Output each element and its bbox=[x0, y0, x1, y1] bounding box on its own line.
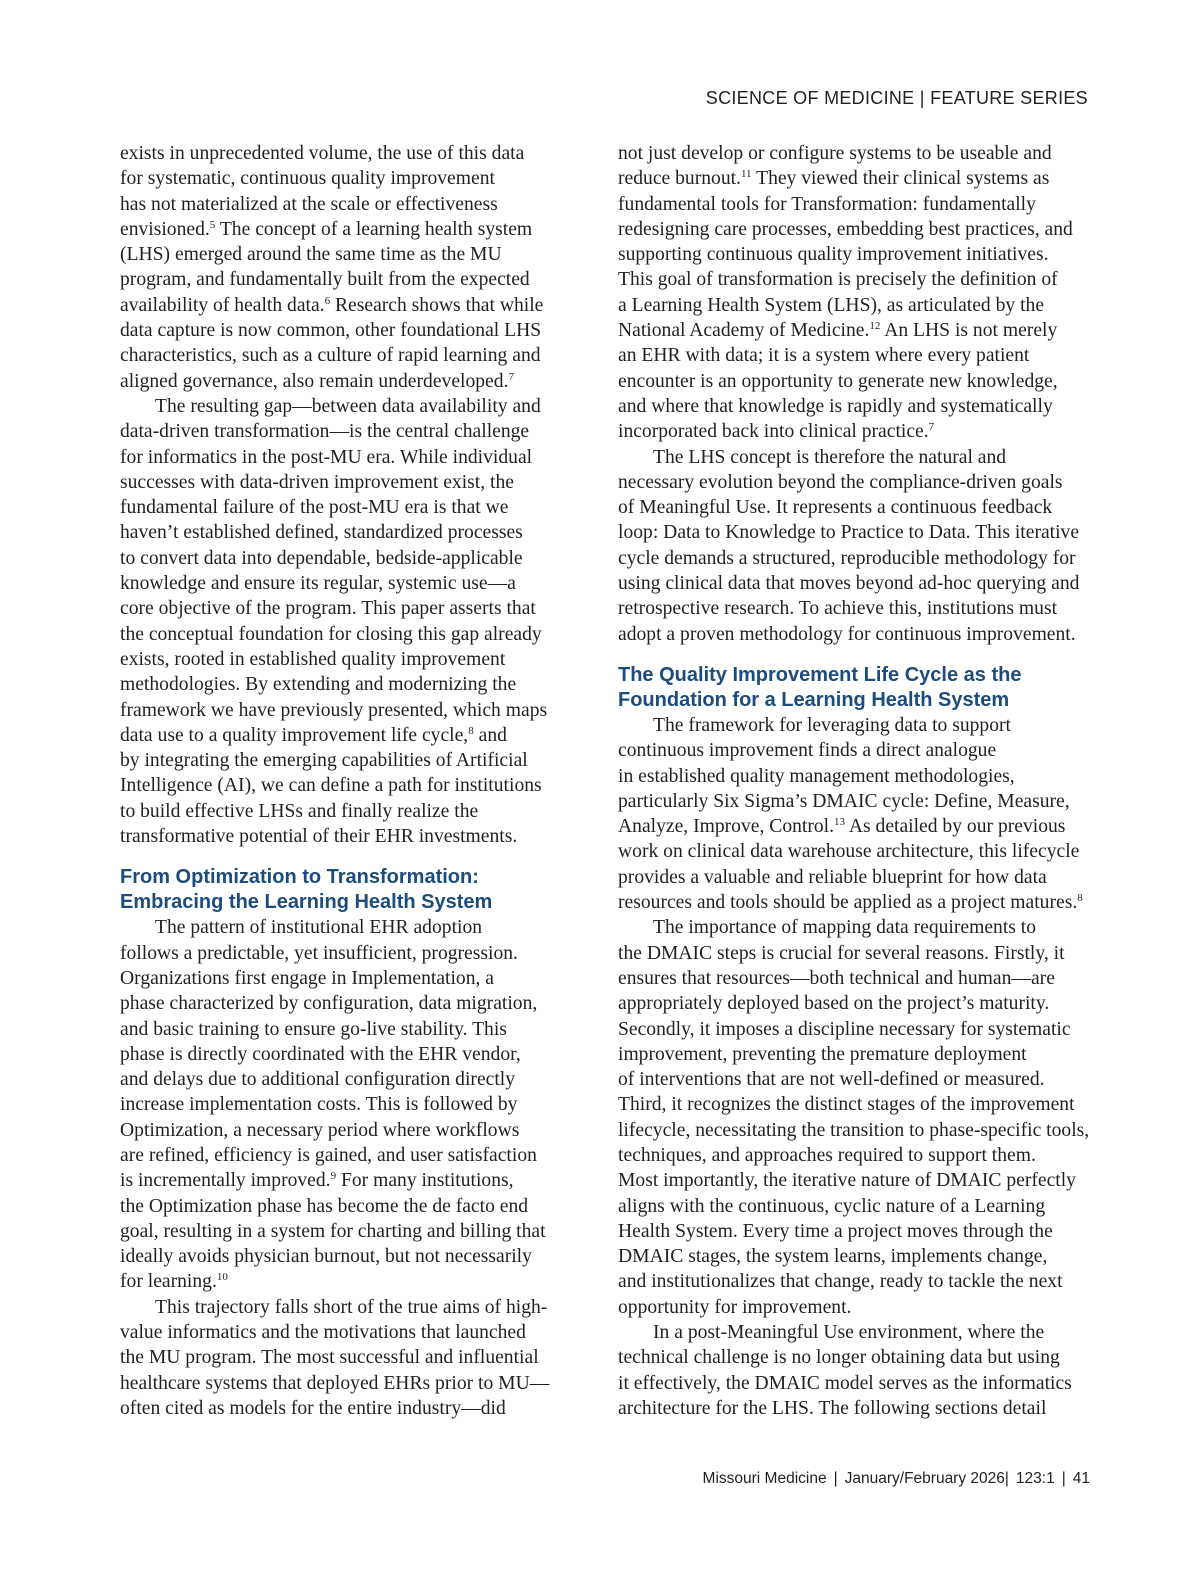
page-footer bbox=[703, 1470, 1090, 1488]
line-text: is incrementally improved. bbox=[120, 1170, 331, 1192]
body-text-line bbox=[120, 1168, 590, 1193]
citation-superscript: 11 bbox=[740, 168, 752, 181]
body-text-line: exists in unprecedented volume, the use of this data bbox=[120, 143, 525, 164]
body-text-line: lifecycle, necessitating the transition to phase-specific tools, bbox=[618, 1119, 1090, 1141]
body-text-line: the conceptual foundation for closing this gap already bbox=[120, 623, 542, 645]
left-column bbox=[120, 141, 590, 1421]
body-text-line: fundamental failure of the post-MU era is that we bbox=[120, 497, 509, 519]
body-text-line: and delays due to additional configuration directly bbox=[120, 1069, 516, 1091]
line-text: incorporated back into clinical practice. bbox=[618, 421, 929, 443]
body-text-line bbox=[120, 293, 590, 318]
body-text-line: successes with data-driven improvement exist, the bbox=[120, 471, 514, 493]
body-text-line: supporting continuous quality improvement initiatives. bbox=[618, 244, 1049, 266]
body-text-line: continuous improvement finds a direct analogue bbox=[618, 740, 997, 762]
section-heading: Embracing the Learning Health System bbox=[120, 891, 493, 914]
body-text-line: goal, resulting in a system for charting and billing that bbox=[120, 1220, 546, 1242]
body-text-line: Third, it recognizes the distinct stages of the improvement bbox=[618, 1094, 1075, 1116]
body-text-line: exists, rooted in established quality improvement bbox=[120, 648, 506, 670]
citation-superscript: 7 bbox=[508, 370, 514, 383]
body-text-line: by integrating the emerging capabilities of Artificial bbox=[120, 750, 528, 772]
line-text: for learning. bbox=[120, 1271, 217, 1293]
body-text-line: fundamental tools for Transformation: fundamentally bbox=[618, 193, 1036, 215]
body-text-line: redesigning care processes, embedding best practices, and bbox=[618, 218, 1073, 240]
body-text-line: architecture for the LHS. The following sections detail bbox=[618, 1397, 1047, 1419]
footer-separator: | bbox=[833, 1470, 838, 1487]
body-text-line: value informatics and the motivations that launched bbox=[120, 1322, 526, 1344]
body-text-line: Optimization, a necessary period where workflows bbox=[120, 1119, 520, 1141]
citation-superscript: 7 bbox=[928, 421, 935, 434]
body-text-line: the MU program. The most successful and influential bbox=[120, 1347, 539, 1369]
body-text-line: and institutionalizes that change, ready to tackle the next bbox=[618, 1271, 1063, 1293]
body-text-line: of interventions that are not well-defined or measured. bbox=[618, 1069, 1045, 1091]
body-text-line: This goal of transformation is precisely the definition of bbox=[618, 269, 1058, 291]
series-label: FEATURE SERIES bbox=[930, 88, 1088, 108]
body-text-line: in established quality management methodologies, bbox=[618, 765, 1015, 787]
line-text-continued: The concept of a learning health system bbox=[215, 218, 533, 240]
body-text-line: to build effective LHSs and finally realize the bbox=[120, 800, 479, 822]
footer-separator: | bbox=[1004, 1470, 1009, 1487]
body-text-line: This trajectory falls short of the true aims of high- bbox=[155, 1296, 548, 1318]
body-text-line: transformative potential of their EHR investments. bbox=[120, 826, 518, 848]
body-text-line: for informatics in the post-MU era. While individual bbox=[120, 446, 533, 468]
line-text: data use to a quality improvement life cycle, bbox=[120, 724, 469, 746]
body-text-line: follows a predictable, yet insufficient, progression. bbox=[120, 942, 518, 964]
body-text-line: Intelligence (AI), we can define a path for institutions bbox=[120, 775, 542, 797]
line-text-continued: For many institutions, bbox=[336, 1170, 514, 1192]
body-text-line: data-driven transformation—is the central challenge bbox=[120, 421, 530, 443]
body-text-line: adopt a proven methodology for continuous improvement. bbox=[618, 623, 1076, 645]
body-text-line: opportunity for improvement. bbox=[618, 1296, 852, 1318]
body-text-line: often cited as models for the entire industry—did bbox=[120, 1397, 506, 1419]
body-text-line: has not materialized at the scale or effectiveness bbox=[120, 193, 498, 215]
body-text-line bbox=[618, 814, 1120, 839]
body-text-line: Organizations first engage in Implementation, a bbox=[120, 967, 494, 989]
page-number: 41 bbox=[1072, 1470, 1090, 1487]
body-text-line: ideally avoids physician burnout, but not necessarily bbox=[120, 1246, 532, 1268]
line-text: National Academy of Medicine. bbox=[618, 320, 870, 342]
body-text-line: it effectively, the DMAIC model serves as the informatics bbox=[618, 1372, 1072, 1394]
body-text-line: appropriately deployed based on the project’s maturity. bbox=[618, 993, 1050, 1015]
body-text-line: The pattern of institutional EHR adoption bbox=[155, 917, 483, 939]
body-text-line: haven’t established defined, standardized processes bbox=[120, 522, 523, 544]
body-text-line: methodologies. By extending and modernizing the bbox=[120, 674, 517, 696]
section-label: SCIENCE OF MEDICINE bbox=[705, 88, 915, 108]
body-text-line: knowledge and ensure its regular, systemic use—a bbox=[120, 573, 516, 595]
body-text-line: loop: Data to Knowledge to Practice to Data. This iterative bbox=[618, 522, 1080, 544]
body-text-line: The importance of mapping data requirements to bbox=[653, 917, 1037, 939]
line-text: envisioned. bbox=[120, 218, 210, 240]
body-text-line: data capture is now common, other foundational LHS bbox=[120, 320, 542, 342]
body-text-line: The LHS concept is therefore the natural and bbox=[653, 446, 1007, 468]
line-text-continued: and bbox=[473, 724, 507, 746]
line-text-continued: Research shows that while bbox=[330, 294, 544, 316]
body-text-line: Secondly, it imposes a discipline necessary for systematic bbox=[618, 1018, 1071, 1040]
body-text-line: framework we have previously presented, which maps bbox=[120, 699, 548, 721]
body-text-line bbox=[120, 723, 590, 748]
body-text-line: work on clinical data warehouse architecture, this lifecycle bbox=[618, 841, 1080, 863]
line-text: resources and tools should be applied as a project matures. bbox=[618, 892, 1078, 914]
body-text-line: the DMAIC steps is crucial for several reasons. Firstly, it bbox=[618, 942, 1065, 964]
citation-superscript: 8 bbox=[468, 724, 474, 737]
line-text-continued: They viewed their clinical systems as bbox=[751, 168, 1050, 190]
body-text-line: increase implementation costs. This is followed by bbox=[120, 1094, 518, 1116]
running-head bbox=[706, 88, 1088, 109]
body-text-line: not just develop or configure systems to be useable and bbox=[618, 143, 1052, 164]
body-text-line bbox=[120, 1269, 590, 1294]
body-text-line: Health System. Every time a project moves through the bbox=[618, 1220, 1053, 1242]
body-text-line bbox=[618, 318, 1120, 343]
body-text-line: program, and fundamentally built from the expected bbox=[120, 269, 530, 291]
body-text-line: provides a valuable and reliable blueprint for how data bbox=[618, 866, 1047, 888]
body-text-line: improvement, preventing the premature deployment bbox=[618, 1043, 1027, 1065]
body-text-line: In a post-Meaningful Use environment, where the bbox=[653, 1322, 1045, 1344]
body-text-line: encounter is an opportunity to generate new knowledge, bbox=[618, 370, 1058, 392]
line-text-continued: As detailed by our previous bbox=[845, 816, 1066, 838]
line-text: availability of health data. bbox=[120, 294, 325, 316]
body-text-line: Most importantly, the iterative nature of DMAIC perfectly bbox=[618, 1170, 1076, 1192]
line-text-continued: An LHS is not merely bbox=[880, 320, 1058, 342]
body-text-line: aligns with the continuous, cyclic nature of a Learning bbox=[618, 1195, 1046, 1217]
body-text-line: particularly Six Sigma’s DMAIC cycle: Define, Measure, bbox=[618, 790, 1070, 812]
body-text-line: retrospective research. To achieve this, institutions must bbox=[618, 598, 1058, 620]
header-separator: | bbox=[919, 88, 925, 108]
citation-superscript: 10 bbox=[216, 1271, 228, 1284]
section-heading: Foundation for a Learning Health System bbox=[618, 688, 1010, 711]
footer-separator: | bbox=[1061, 1470, 1066, 1487]
section-heading: The Quality Improvement Life Cycle as the bbox=[618, 663, 1022, 686]
body-text-line: DMAIC stages, the system learns, implements change, bbox=[618, 1246, 1048, 1268]
citation-superscript: 6 bbox=[324, 294, 331, 307]
body-text-line: (LHS) emerged around the same time as the MU bbox=[120, 244, 502, 266]
section-heading: From Optimization to Transformation: bbox=[120, 866, 479, 889]
line-text: reduce burnout. bbox=[618, 168, 741, 190]
body-text-line: ensures that resources—both technical and human—are bbox=[618, 967, 1055, 989]
body-text-line: to convert data into dependable, bedside-applicable bbox=[120, 547, 523, 569]
body-text-line: for systematic, continuous quality improvement bbox=[120, 168, 495, 190]
citation-superscript: 9 bbox=[330, 1170, 337, 1183]
body-text-line: The resulting gap—between data availability and bbox=[155, 395, 541, 417]
citation-superscript: 12 bbox=[869, 320, 881, 333]
body-text-line: the Optimization phase has become the de facto end bbox=[120, 1195, 529, 1217]
body-text-line bbox=[120, 369, 590, 394]
body-text-line: and where that knowledge is rapidly and systematically bbox=[618, 395, 1053, 417]
body-text-line bbox=[618, 419, 1120, 444]
body-text-line: The framework for leveraging data to support bbox=[653, 714, 1011, 736]
right-column bbox=[618, 141, 1120, 1421]
citation-superscript: 8 bbox=[1077, 892, 1083, 905]
body-text-line bbox=[618, 166, 1120, 191]
body-text-line: characteristics, such as a culture of rapid learning and bbox=[120, 345, 541, 367]
body-text-line: a Learning Health System (LHS), as articulated by the bbox=[618, 294, 1045, 316]
body-text-line bbox=[120, 217, 590, 242]
body-text-line: techniques, and approaches required to support them. bbox=[618, 1144, 1036, 1166]
body-text-line: healthcare systems that deployed EHRs prior to MU— bbox=[120, 1372, 550, 1394]
body-text-line: phase is directly coordinated with the EHR vendor, bbox=[120, 1043, 521, 1065]
body-text-line: an EHR with data; it is a system where every patient bbox=[618, 345, 1030, 367]
line-text: Analyze, Improve, Control. bbox=[618, 816, 835, 838]
body-text-line: phase characterized by configuration, data migration, bbox=[120, 993, 538, 1015]
body-text-line: using clinical data that moves beyond ad-hoc querying and bbox=[618, 573, 1080, 595]
issue-date: January/February 2026 bbox=[844, 1470, 1005, 1487]
citation-superscript: 13 bbox=[834, 816, 846, 829]
body-text-line: and basic training to ensure go-live stability. This bbox=[120, 1018, 507, 1040]
citation-superscript: 5 bbox=[209, 218, 216, 231]
line-text: aligned governance, also remain underdeveloped. bbox=[120, 370, 509, 392]
body-text-line bbox=[618, 890, 1120, 915]
body-text-line: cycle demands a structured, reproducible methodology for bbox=[618, 547, 1076, 569]
journal-name: Missouri Medicine bbox=[702, 1470, 827, 1487]
body-text-line: of Meaningful Use. It represents a continuous feedback bbox=[618, 497, 1053, 519]
body-text-line: are refined, efficiency is gained, and user satisfaction bbox=[120, 1144, 537, 1166]
body-text-line: necessary evolution beyond the compliance-driven goals bbox=[618, 471, 1063, 493]
body-text-line: technical challenge is no longer obtaining data but using bbox=[618, 1347, 1060, 1369]
body-text-line: core objective of the program. This paper asserts that bbox=[120, 598, 536, 620]
volume-issue: 123:1 bbox=[1015, 1470, 1055, 1487]
